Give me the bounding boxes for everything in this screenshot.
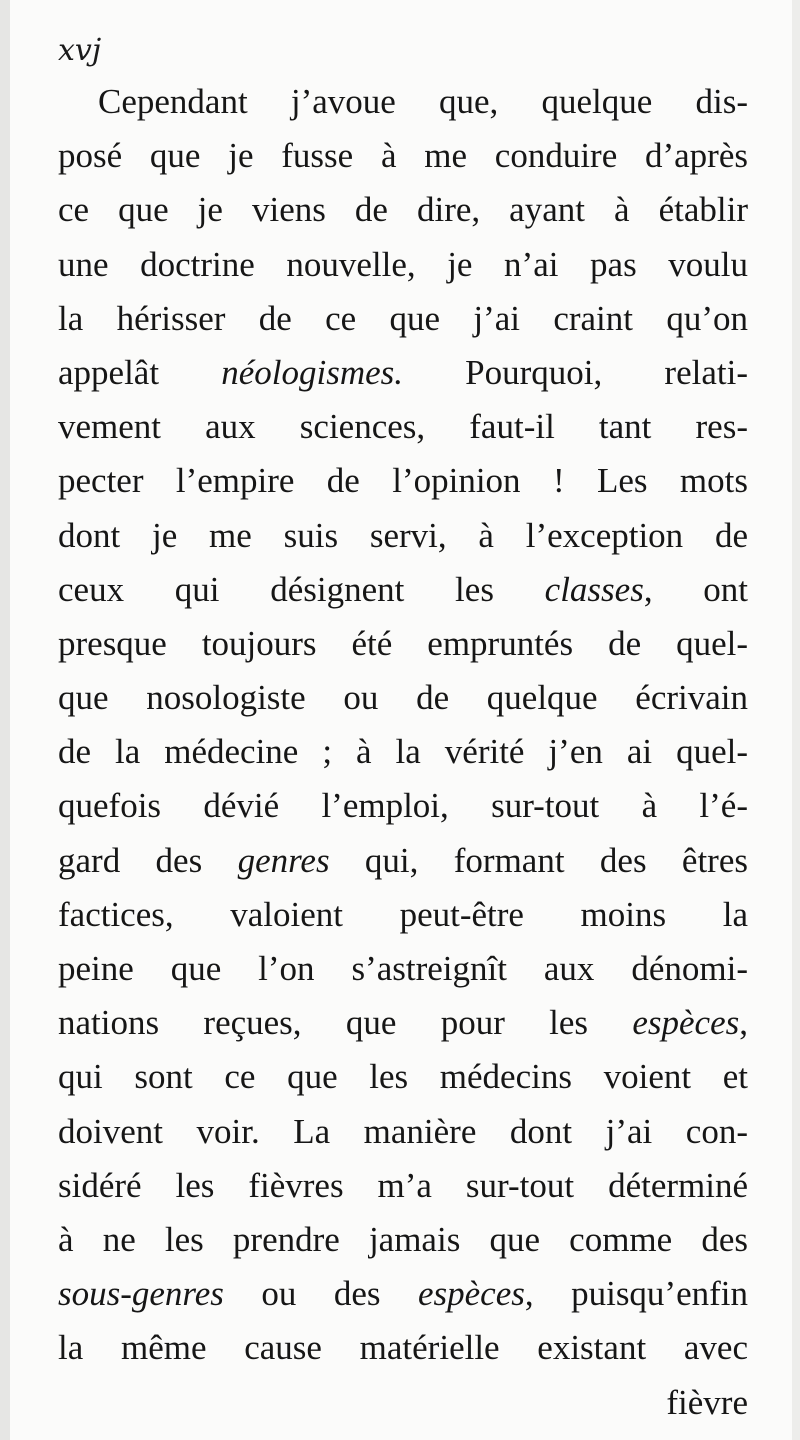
text-line: factices, valoient peut-être moins la <box>58 894 748 934</box>
text-line: quefois dévié l’emploi, sur-tout à l’é- <box>58 786 748 826</box>
page-right-edge-shadow <box>792 0 800 1440</box>
text-line: gard des genres qui, formant des êtres <box>58 840 748 880</box>
text-line: peine que l’on s’astreignît aux dénomi- <box>58 949 748 988</box>
text-line: dont je me suis servi, à l’exception de <box>58 515 748 555</box>
text-line: appelât néologismes. Pourquoi, relati- <box>58 352 748 392</box>
text-line: sidéré les fièvres m’a sur-tout déterminé <box>58 1165 748 1205</box>
text-line: presque toujours été empruntés de quel- <box>58 623 748 663</box>
italic-term: genres <box>237 840 330 880</box>
text-line: doivent voir. La manière dont j’ai con- <box>58 1111 748 1151</box>
page-left-edge-shadow <box>0 0 10 1440</box>
text-line: Cependant j’avoue que, quelque dis- <box>98 82 748 121</box>
italic-term: classes <box>544 569 644 609</box>
text-line: sous-genres ou des espèces, puisqu’enfin <box>58 1274 749 1314</box>
text-line: ce que je viens de dire, ayant à établir <box>58 190 748 230</box>
text-line: vement aux sciences, faut-il tant res- <box>58 407 748 447</box>
body-text <box>58 75 748 1430</box>
italic-term: espèces <box>632 1003 740 1043</box>
text-line: à ne les prendre jamais que comme des <box>58 1219 748 1259</box>
text-line: une doctrine nouvelle, je n’ai pas voulu <box>58 244 748 284</box>
text-line: que nosologiste ou de quelque écrivain <box>58 678 748 718</box>
italic-term: sous-genres <box>58 1274 224 1314</box>
text-line: de la médecine ; à la vérité j’en ai quel- <box>58 732 748 772</box>
text-line: qui sont ce que les médecins voient et <box>58 1057 748 1097</box>
text-line: posé que je fusse à me conduire d’après <box>58 136 748 176</box>
page-number: xvj <box>58 33 102 68</box>
text-line: la même cause matérielle existant avec <box>58 1328 748 1368</box>
text-line: ceux qui désignent les classes, ont <box>58 569 748 609</box>
catchword: fièvre <box>666 1382 748 1422</box>
italic-term: néologismes. <box>221 352 404 392</box>
text-line: la hérisser de ce que j’ai craint qu’on <box>58 298 748 338</box>
text-line: pecter l’empire de l’opinion ! Les mots <box>58 461 748 501</box>
text-line: nations reçues, que pour les espèces, <box>58 1003 748 1043</box>
italic-term: espèces <box>417 1274 525 1314</box>
